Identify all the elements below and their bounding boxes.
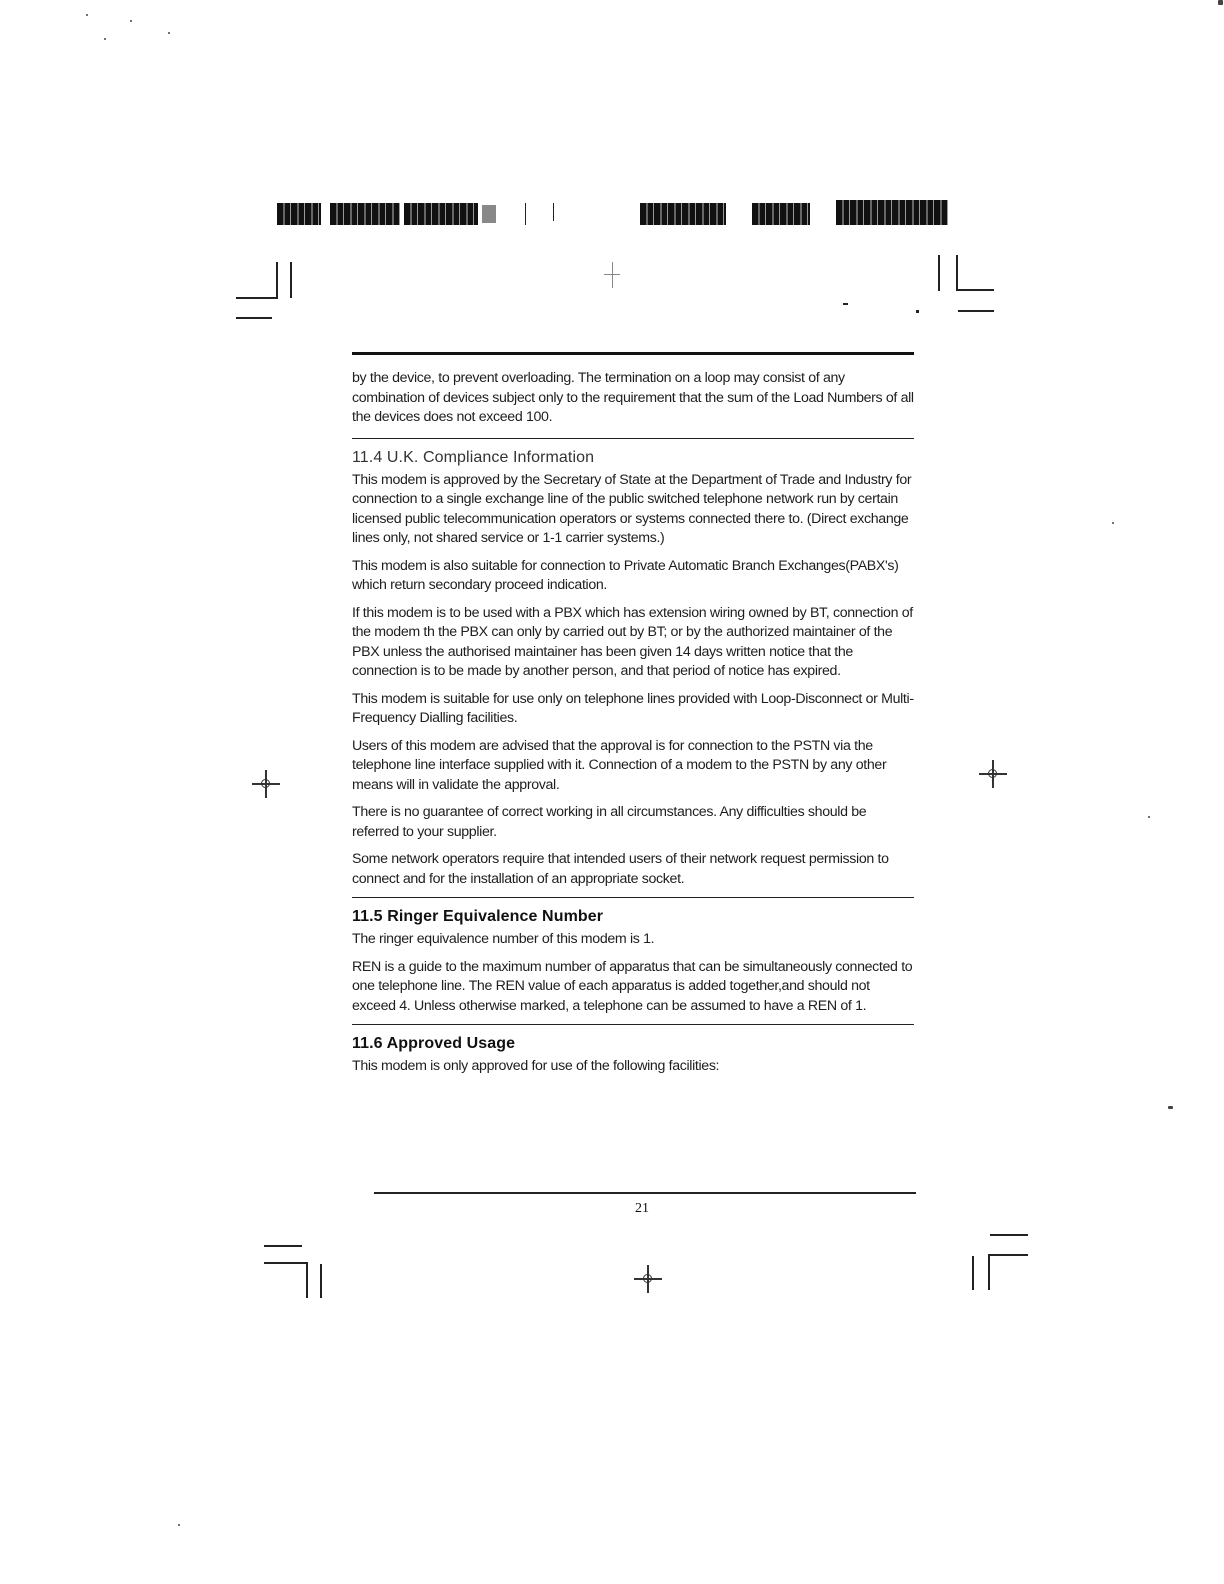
registration-bar: [836, 200, 948, 225]
paragraph: Some network operators require that intended users of their network request permission to connect and for the installation of an appropriate socket.: [352, 851, 889, 887]
paragraph: This modem is only approved for use of the following facilities:: [352, 1058, 720, 1074]
crop-mark: [988, 1254, 990, 1290]
section-rule: [352, 1024, 914, 1025]
crop-mark: [290, 262, 292, 298]
section-rule: [352, 897, 914, 898]
page-number: 21: [635, 1201, 649, 1216]
crop-mark: [938, 255, 940, 291]
scan-speck: [86, 14, 88, 16]
scan-speck: [104, 38, 106, 40]
crop-mark: [843, 303, 848, 305]
footer-rule: [374, 1192, 916, 1194]
scan-speck: [1148, 816, 1150, 818]
paragraph: If this modem is to be used with a PBX which has extension wiring owned by BT, connection of the modem th the PBX can only by carried out by BT; or by the authorized maintainer of the PBX unless the authorised maintainer has been given 14 days written notice that the connection is to be made by another person, and that period of notice has expired.: [352, 604, 913, 679]
registration-bar: [752, 203, 810, 225]
registration-bar: [277, 203, 321, 225]
scan-speck: [1112, 522, 1114, 524]
scan-speck: [1218, 0, 1223, 5]
registration-target-icon: [634, 1265, 662, 1293]
scan-speck: [1168, 1106, 1173, 1109]
registration-bar: [330, 203, 400, 225]
scan-speck: [168, 32, 170, 34]
crop-mark: [990, 1234, 1028, 1236]
paragraph: This modem is also suitable for connection to Private Automatic Branch Exchanges(PABX's) which return secondary proceed indication.: [352, 557, 899, 593]
crop-mark: [916, 310, 919, 313]
crop-mark: [958, 310, 994, 312]
section-rule: [352, 438, 914, 439]
crop-mark: [306, 1262, 308, 1298]
registration-bar: [482, 205, 496, 223]
crop-mark: [956, 289, 994, 291]
crop-mark: [236, 317, 272, 319]
section-heading-approved-usage: 11.6 Approved Usage: [352, 1035, 516, 1052]
scan-speck: [178, 1524, 180, 1526]
crop-mark: [320, 1264, 322, 1298]
crop-mark: [264, 1262, 308, 1264]
paragraph: REN is a guide to the maximum number of apparatus that can be simultaneously connected to one telephone line. The REN value of each apparatus is added together,and should not exceed 4. Unless otherwise marked, a telephone can be assumed to have a REN of 1.: [352, 958, 913, 1014]
scan-speck: [130, 20, 132, 22]
registration-tick: [553, 203, 554, 221]
paragraph: There is no guarantee of correct working in all circumstances. Any difficulties should be referred to your supplier.: [352, 804, 867, 840]
crop-mark: [612, 262, 613, 288]
registration-target-icon: [979, 760, 1007, 788]
registration-tick: [525, 203, 526, 225]
section-heading-uk-compliance: 11.4 U.K. Compliance Information: [352, 448, 595, 466]
document-body: [352, 352, 914, 1085]
crop-mark: [972, 1256, 974, 1290]
crop-mark: [956, 255, 958, 291]
paragraph: This modem is approved by the Secretary of State at the Department of Trade and Industry for connection to a single exchange line of the public switched telephone network run by certain licensed public telecommunication operators or systems connected there to. (Direct exchange lines only, not shared service or 1-1 carrier systems.): [352, 471, 912, 546]
crop-mark: [988, 1254, 1028, 1256]
registration-bar: [404, 203, 478, 225]
crop-mark: [604, 274, 620, 275]
paragraph: Users of this modem are advised that the approval is for connection to the PSTN via the telephone line interface supplied with it. Connection of a modem to the PSTN by any other means will in validate the approval.: [352, 737, 887, 793]
paragraph: This modem is suitable for use only on telephone lines provided with Loop-Disconnect or Multi-Frequency Dialling facilities.: [352, 690, 914, 726]
intro-paragraph: by the device, to prevent overloading. The termination on a loop may consist of any combination of devices subject only to the requirement that the sum of the Load Numbers of all the devices does not exceed 100.: [352, 370, 914, 425]
crop-mark: [276, 262, 278, 298]
crop-mark: [236, 297, 278, 299]
registration-target-icon: [252, 770, 280, 798]
registration-bar: [640, 203, 726, 225]
crop-mark: [264, 1245, 302, 1247]
section-heading-ringer-equivalence: 11.5 Ringer Equivalence Number: [352, 908, 604, 925]
paragraph: The ringer equivalence number of this modem is 1.: [352, 931, 655, 947]
